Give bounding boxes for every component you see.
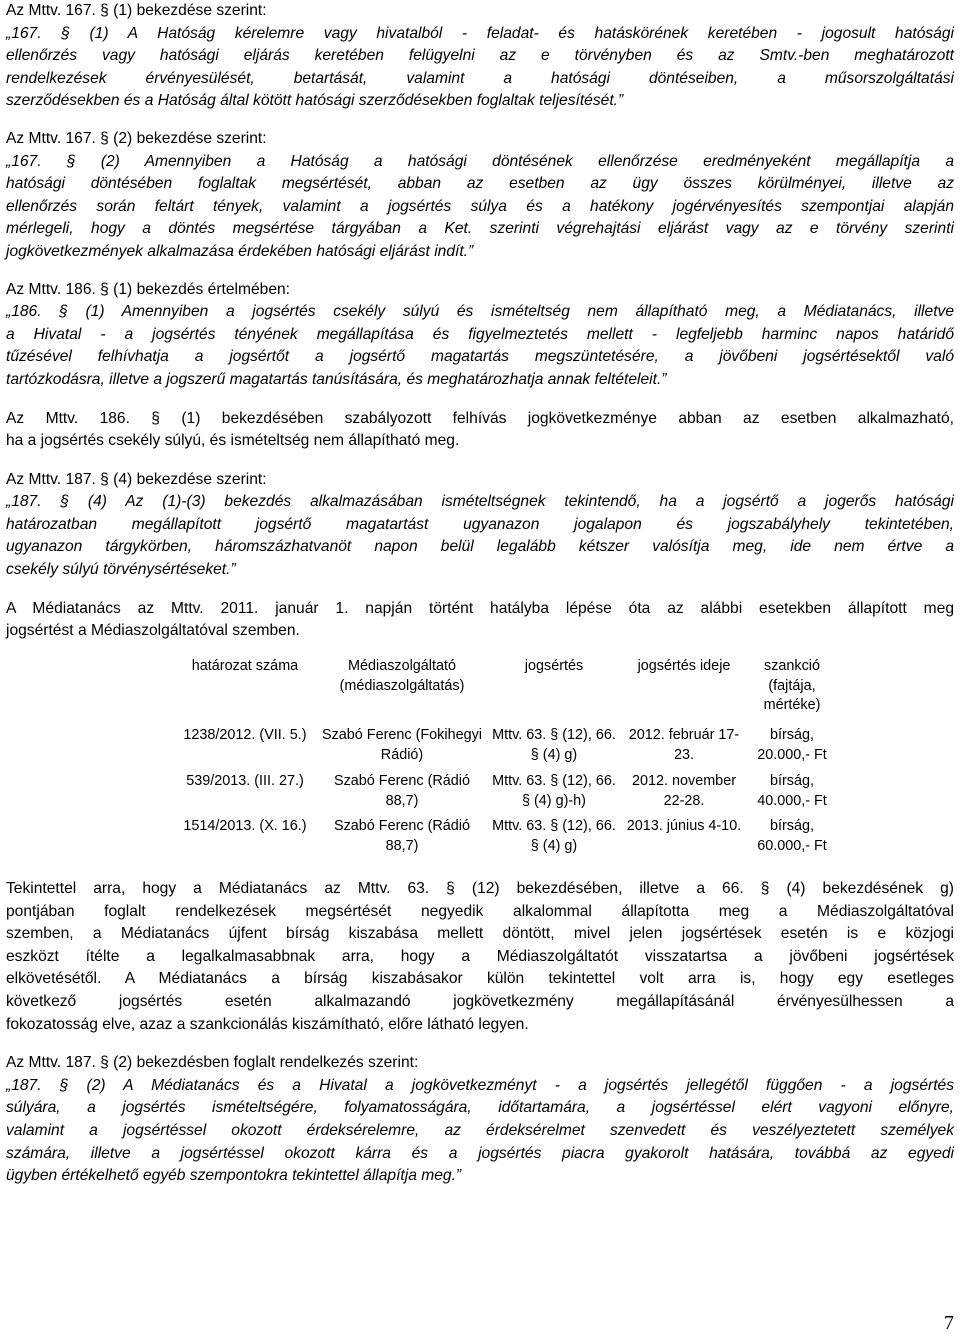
quote-line: szerződésekben és a Hatóság által kötött hatósági szerződésekben foglaltak teljesítését.” — [6, 92, 624, 110]
table-cell: 2012. november 22-28. — [631, 772, 736, 809]
body-line: jogsértést a Médiaszolgáltatóval szemben. — [6, 622, 300, 640]
section-mttv-186-1 — [6, 279, 954, 392]
table-row — [172, 772, 838, 818]
body-line: A Médiatanács az Mttv. 2011. január 1. napján történt hatályba lépése óta az alábbi esetekben állapított meg — [6, 599, 954, 617]
paragraph-jogsertesek — [6, 598, 954, 643]
quote-line: „167. § (1) A Hatóság kérelemre vagy hivatalból - feladat- és hatáskörének keretében - jogosult hatósági — [6, 24, 954, 42]
page-number: 7 — [944, 1312, 954, 1334]
body-line: pontjában foglalt rendelkezések megsértését negyedik alkalommal állapította meg a Médiaszolgáltatóval — [6, 902, 954, 920]
quote-line: súlyára, a jogsértés ismételtségére, folyamatosságára, időtartamára, a jogsértéssel elért vagyoni előnyre, — [6, 1099, 954, 1117]
quote-line: „187. § (4) Az (1)-(3) bekezdés alkalmazásában ismételtségnek tekintendő, ha a jogsértő a jogerős hatósági — [6, 493, 954, 511]
body-line: elkövetésétől. A Médiatanács a bírság kiszabásakor külön tekintettel volt arra is, hogy egy esetleges — [6, 970, 954, 988]
quote-line: határozatban megállapított jogsértő magatartást ugyanazon jogalapon és jogszabályhely tekintetében, — [6, 515, 954, 533]
table-header-row — [172, 657, 838, 726]
table-cell: bírság, 20.000,- Ft — [757, 727, 827, 764]
table-cell: Szabó Ferenc (Rádió 88,7) — [334, 772, 470, 809]
document-page — [6, 0, 954, 1188]
quote-line: ugyanazon tárgykörben, háromszázhatvanöt napon belül legalább kétszer valósítja meg, ide nem értve a — [6, 538, 954, 556]
body-line: szemben, a Médiatanács újfent bírság kiszabása mellett döntött, mivel jelen jogsértések esetén is e közjogi — [6, 925, 954, 943]
quote-line: tűzésével felhívhatja a jogsértőt a jogsértő magatartás megszüntetésére, a jövőbeni jogsértésektől való — [6, 348, 954, 366]
table-cell: Szabó Ferenc (Rádió 88,7) — [334, 818, 470, 855]
quote-line: jogkövetkezmények alkalmazása érdekében hatósági eljárást indít.” — [6, 242, 474, 260]
body-line: Az Mttv. 186. § (1) bekezdésében szabályozott felhívás jogkövetkezménye abban az esetben alkalmazható, — [6, 409, 954, 427]
quote-line: csekély súlyú törvénysértéseket.” — [6, 561, 236, 579]
body-line: fokozatosság elve, azaz a szankcionálás kiszámítható, előre látható legyen. — [6, 1015, 529, 1033]
table-cell: 2013. június 4-10. — [626, 818, 742, 835]
table-cell: Mttv. 63. § (12), 66. § (4) g) — [492, 727, 616, 764]
table-header-cell: Médiaszolgáltató (médiaszolgáltatás) — [339, 657, 465, 694]
quote-line: tartózkodásra, illetve a jogszerű magatartás tanúsítására, és meghatározhatja annak feltételeit.” — [6, 370, 667, 388]
quote-line: a Hivatal - a jogsértés tényének megállapítása és figyelmeztetés mellett - legfeljebb harminc napos határidő — [6, 325, 954, 343]
quote-line: hatósági döntésében foglaltak megsértését, abban az esetben az ügy összes körülményei, illetve az — [6, 175, 954, 193]
table-header-cell: határozat száma — [191, 657, 299, 674]
quote-line: ellenőrzés vagy hatósági eljárás keretében felügyelni az e törvényben és az Smtv.-ben meghatározott — [6, 47, 954, 65]
section-mttv-167-2 — [6, 128, 954, 264]
quote-line: valamint a jogsértéssel okozott érdeksérelemre, az érdeksérelmet szenvedett és veszélyeztetett személyek — [6, 1121, 954, 1139]
section-intro: Az Mttv. 167. § (2) bekezdése szerint: — [6, 129, 267, 147]
table-row — [172, 726, 838, 772]
quote-line: rendelkezések érvényesülését, betartását, valamint a hatósági döntéseiben, a műsorszolgáltatási — [6, 69, 954, 87]
table-row — [172, 817, 838, 863]
section-mttv-167-1 — [6, 0, 954, 113]
table-cell: 1238/2012. (VII. 5.) — [183, 727, 307, 744]
section-intro: Az Mttv. 167. § (1) bekezdése szerint: — [6, 2, 267, 19]
quote-line: „186. § (1) Amennyiben a jogsértés csekély súlyú és ismételtség nem állapítható meg, a Médiatanács, illetve — [6, 303, 954, 321]
section-mttv-187-2 — [6, 1052, 954, 1188]
quote-line: mérlegeli, hogy a döntés megsértése tárgyában a Ket. szerinti végrehajtási eljárást vagy az e törvény szerinti — [6, 220, 954, 238]
sanctions-table — [172, 657, 838, 863]
body-line: következő jogsértés esetén alkalmazandó jogkövetkezmény megállapításánál érvényesülhessen a — [6, 992, 954, 1010]
section-intro: Az Mttv. 187. § (4) bekezdése szerint: — [6, 470, 267, 488]
section-intro: Az Mttv. 187. § (2) bekezdésben foglalt rendelkezés szerint: — [6, 1054, 419, 1072]
body-line: Tekintettel arra, hogy a Médiatanács az Mttv. 63. § (12) bekezdésében, illetve a 66. § (4) bekezdésének g) — [6, 880, 954, 898]
table-cell: bírság, 40.000,- Ft — [757, 772, 827, 809]
quote-line: „187. § (2) A Médiatanács és a Hivatal a jogkövetkezményt - a jogsértés jellegétől függően - a jogsértés — [6, 1076, 954, 1094]
table-cell: 1514/2013. (X. 16.) — [183, 818, 307, 835]
quote-line: számára, illetve a jogsértéssel okozott kárra és a jogsértés piacra gyakorolt hatására, továbbá az egyedi — [6, 1144, 954, 1162]
body-line: eszközt ítélte a legalkalmasabbnak arra, hogy a Médiaszolgáltatót visszatartsa a jövőbeni jogsértések — [6, 947, 954, 965]
quote-line: „167. § (2) Amennyiben a Hatóság a hatósági döntésének ellenőrzése eredményeként megállapítja a — [6, 152, 954, 170]
table-cell: bírság, 60.000,- Ft — [757, 818, 827, 855]
section-intro: Az Mttv. 186. § (1) bekezdés értelmében: — [6, 280, 290, 298]
body-line: ha a jogsértés csekély súlyú, és ismételtség nem állapítható meg. — [6, 432, 460, 450]
table-cell: Mttv. 63. § (12), 66. § (4) g) — [492, 818, 616, 855]
table-cell: Szabó Ferenc (Fokihegyi Rádió) — [322, 727, 482, 764]
table-header-cell: szankció (fajtája, mértéke) — [763, 657, 821, 714]
paragraph-felhivas — [6, 408, 954, 453]
section-mttv-187-4 — [6, 469, 954, 582]
table-header-cell: jogsértés ideje — [637, 657, 731, 674]
paragraph-indokolas — [6, 878, 954, 1036]
quote-line: ügyben értékelhető egyéb szempontokra tekintettel állapítja meg.” — [6, 1167, 462, 1185]
table-header-cell: jogsértés — [524, 657, 584, 674]
table-cell: 2012. február 17-23. — [628, 727, 740, 764]
table-cell: Mttv. 63. § (12), 66. § (4) g)-h) — [492, 772, 616, 809]
table-cell: 539/2013. (III. 27.) — [186, 772, 304, 789]
quote-line: ellenőrzés során feltárt tények, valamint a jogsértés súlya és a hatékony jogérvényesítés szempontjai alapján — [6, 197, 954, 215]
